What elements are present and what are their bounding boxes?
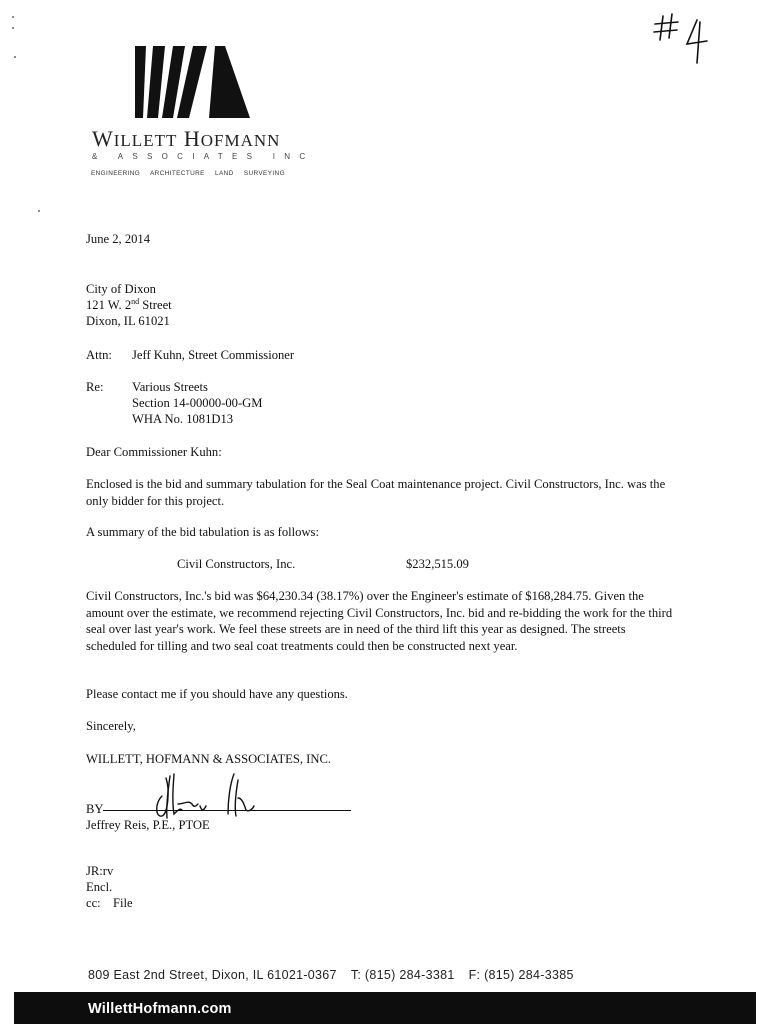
re-line-1: Various Streets bbox=[132, 380, 208, 394]
enclosure-note: Encl. bbox=[86, 880, 113, 894]
re-line-3: WHA No. 1081D13 bbox=[132, 412, 234, 426]
footer-address: 809 East 2nd Street, Dixon, IL 61021-0367 bbox=[88, 968, 337, 982]
recipient-line-1: City of Dixon bbox=[86, 282, 156, 296]
recipient-line-2: 121 W. 2nd Street bbox=[86, 296, 172, 312]
re-line-2: Section 14-00000-00-GM bbox=[132, 396, 263, 410]
firm-associates-line: & ASSOCIATES INC bbox=[92, 152, 315, 161]
handwritten-mark-icon bbox=[645, 8, 715, 66]
scan-speck bbox=[38, 210, 40, 212]
signer-name: Jeffrey Reis, P.E., PTOE bbox=[86, 818, 210, 832]
attn-value: Jeff Kuhn, Street Commissioner bbox=[132, 348, 295, 362]
cc-label: cc: bbox=[86, 896, 101, 910]
firm-name: WILLETT HOFMANN bbox=[92, 126, 281, 151]
body-paragraph-2: A summary of the bid tabulation is as follows: bbox=[86, 525, 319, 539]
company-name: WILLETT, HOFMANN & ASSOCIATES, INC. bbox=[86, 752, 331, 766]
attn-label: Attn: bbox=[86, 348, 112, 362]
cc-value: File bbox=[113, 896, 133, 910]
body-paragraph-1: Enclosed is the bid and summary tabulation for the Seal Coat maintenance project. Civil Constructors, Inc. was the only bidder for this project. bbox=[86, 477, 666, 508]
summary-bidder: Civil Constructors, Inc. bbox=[177, 557, 296, 571]
body-paragraph-3: Civil Constructors, Inc.'s bid was $64,230.34 (38.17%) over the Engineer's estimate of $168,284.75. Given the amount over the estimate, we recommend rejecting Civil Constructors, Inc. bid and re-bidding the work for the third seal over last year's work. We feel these streets are in need of the third lift this year as designed. The streets scheduled for tilling and two seal coat treatments could then be constructed next year. bbox=[86, 589, 673, 653]
footer-fax: F: (815) 284-3385 bbox=[468, 968, 574, 982]
body-paragraph-4: Please contact me if you should have any questions. bbox=[86, 687, 348, 701]
recipient-line-3: Dixon, IL 61021 bbox=[86, 314, 170, 328]
footer-contact-line bbox=[88, 968, 574, 982]
letter-date: June 2, 2014 bbox=[86, 232, 151, 246]
willett-hofmann-logo-mark bbox=[135, 46, 250, 118]
footer-phone: T: (815) 284-3381 bbox=[350, 968, 455, 982]
scan-speck bbox=[12, 16, 14, 18]
summary-amount: $232,515.09 bbox=[406, 557, 469, 571]
handwritten-page-number bbox=[645, 8, 715, 66]
scan-speck bbox=[14, 56, 16, 58]
scan-speck bbox=[12, 27, 14, 29]
re-label: Re: bbox=[86, 380, 104, 394]
salutation: Dear Commissioner Kuhn: bbox=[86, 445, 222, 459]
firm-services-line: ENGINEERING ARCHITECTURE LAND SURVEYING bbox=[91, 170, 285, 177]
closing: Sincerely, bbox=[86, 719, 136, 733]
footer-website: WillettHofmann.com bbox=[88, 1001, 232, 1017]
signature-icon bbox=[148, 770, 258, 820]
typist-initials: JR:rv bbox=[86, 864, 114, 878]
by-label: BY bbox=[86, 802, 104, 816]
